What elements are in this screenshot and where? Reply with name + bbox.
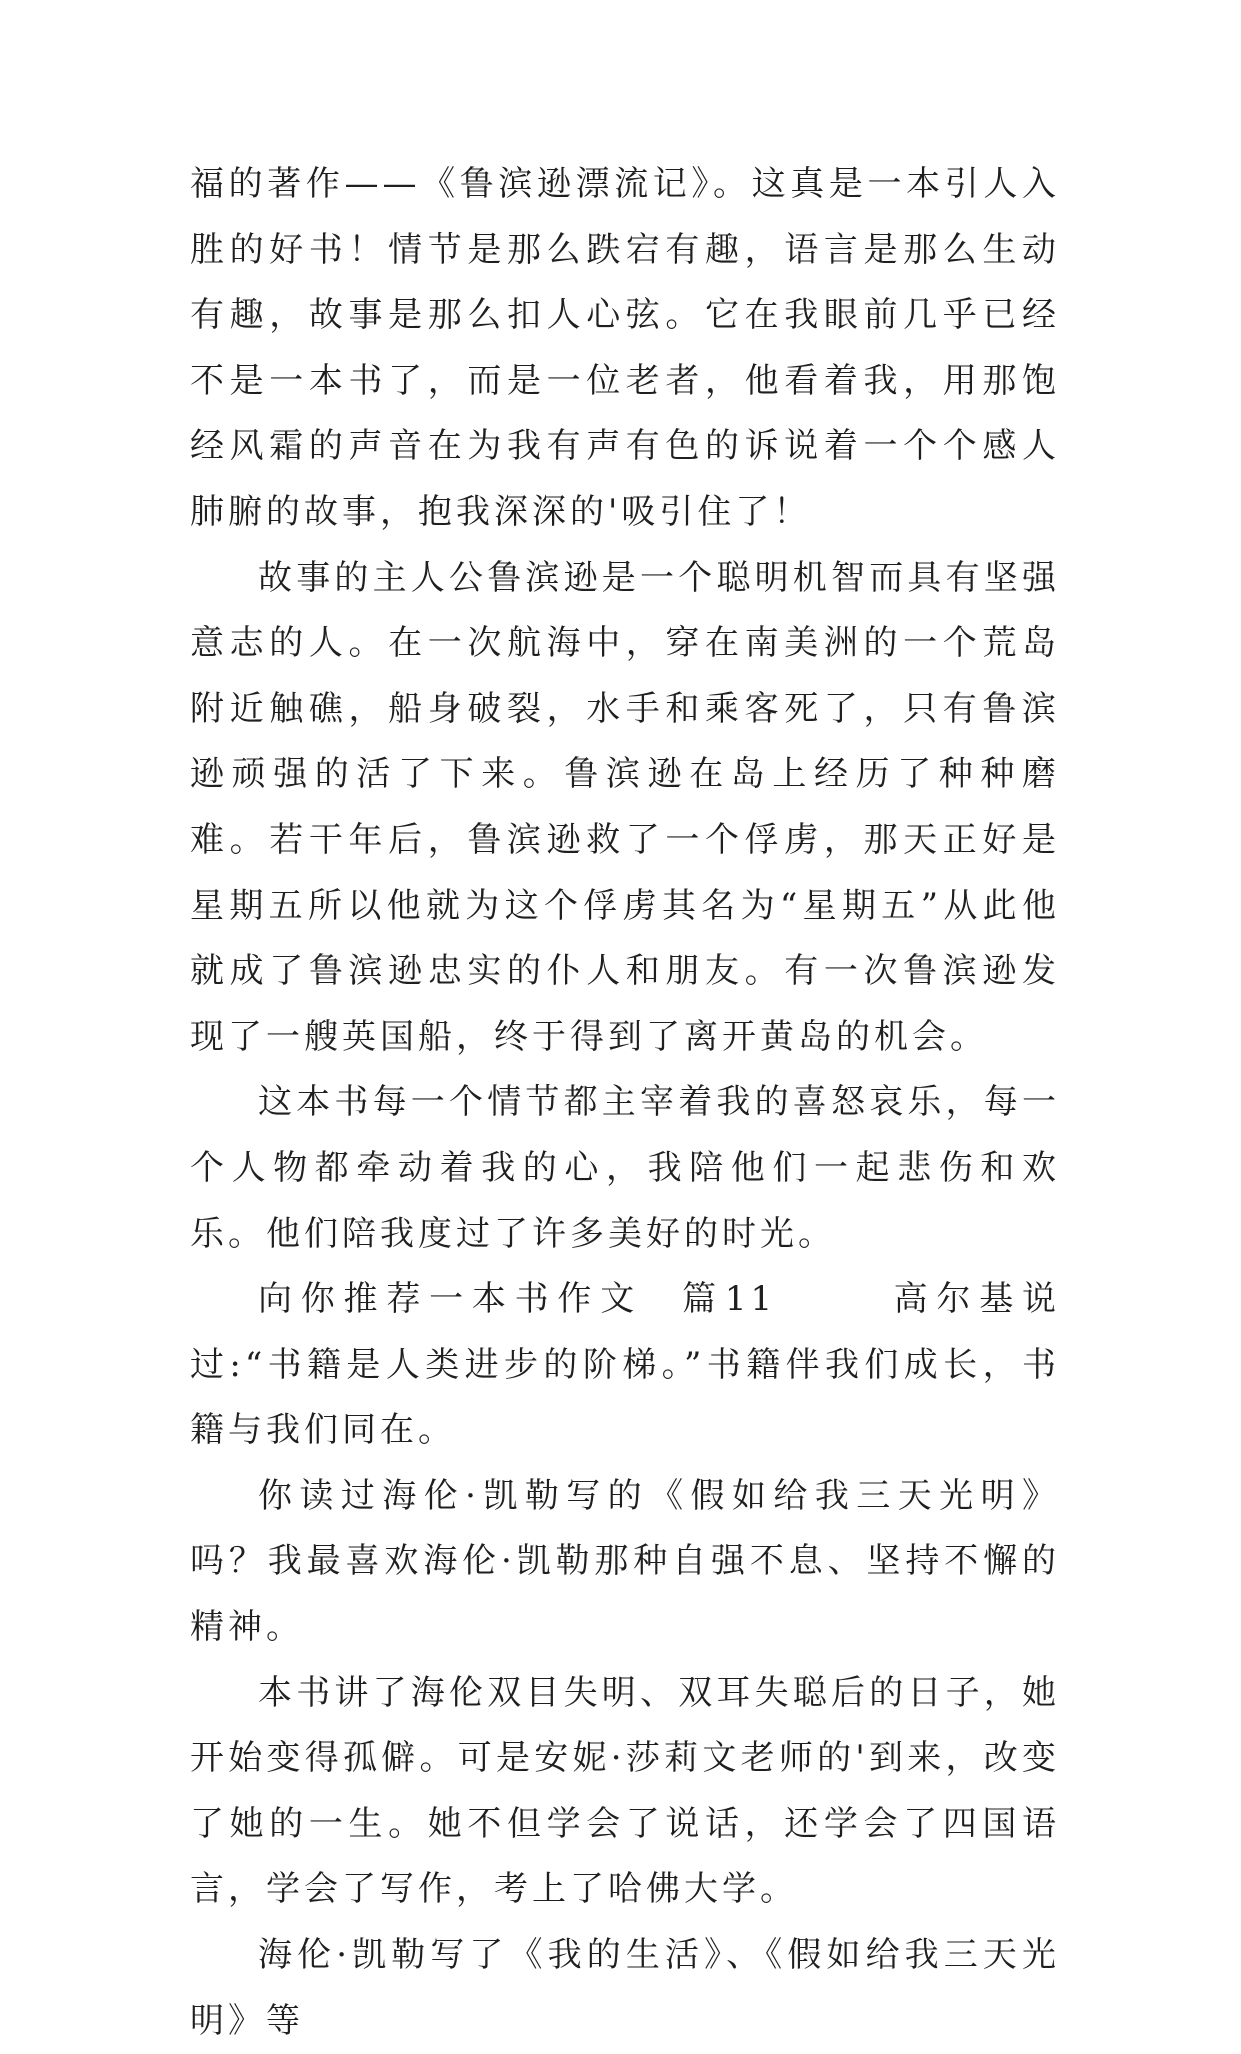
document-body: [190, 152, 1060, 2054]
paragraph-4: 向你推荐一本书作文 篇11 高尔基说过:“书籍是人类进步的阶梯。”书籍伴我们成长，书籍与我们同在。: [190, 1279, 1060, 1451]
paragraph-6: 本书讲了海伦双目失明、双耳失聪后的日子，她开始变得孤僻。可是安妮·莎莉文老师的'到来，改变了她的一生。她不但学会了说话，还学会了四国语言，学会了写作，考上了哈佛大学。: [190, 1672, 1060, 1910]
paragraph-7: 海伦·凯勒写了《我的生活》、《假如给我三天光明》等: [190, 1935, 1060, 2041]
paragraph-5: 你读过海伦·凯勒写的《假如给我三天光明》吗？我最喜欢海伦·凯勒那种自强不息、坚持不懈的精神。: [190, 1475, 1060, 1648]
paragraph-1: 福的著作——《鲁滨逊漂流记》。这真是一本引人入胜的好书！情节是那么跌宕有趣，语言是那么生动有趣，故事是那么扣人心弦。它在我眼前几乎已经不是一本书了，而是一位老者，他看着我，用那饱经风霜的声音在为我有声有色的诉说着一个个感人肺腑的故事，抱我深深的'吸引住了！: [190, 164, 1060, 532]
paragraph-3: 这本书每一个情节都主宰着我的喜怒哀乐，每一个人物都牵动着我的心，我陪他们一起悲伤和欢乐。他们陪我度过了许多美好的时光。: [190, 1082, 1060, 1254]
paragraph-2: 故事的主人公鲁滨逊是一个聪明机智而具有坚强意志的人。在一次航海中，穿在南美洲的一个荒岛附近触礁，船身破裂，水手和乘客死了，只有鲁滨逊顽强的活了下来。鲁滨逊在岛上经历了种种磨难。若干年后，鲁滨逊救了一个俘虏，那天正好是星期五所以他就为这个俘虏其名为“星期五”从此他就成了鲁滨逊忠实的仆人和朋友。有一次鲁滨逊发现了一艘英国船，终于得到了离开黄岛的机会。: [190, 557, 1060, 1057]
